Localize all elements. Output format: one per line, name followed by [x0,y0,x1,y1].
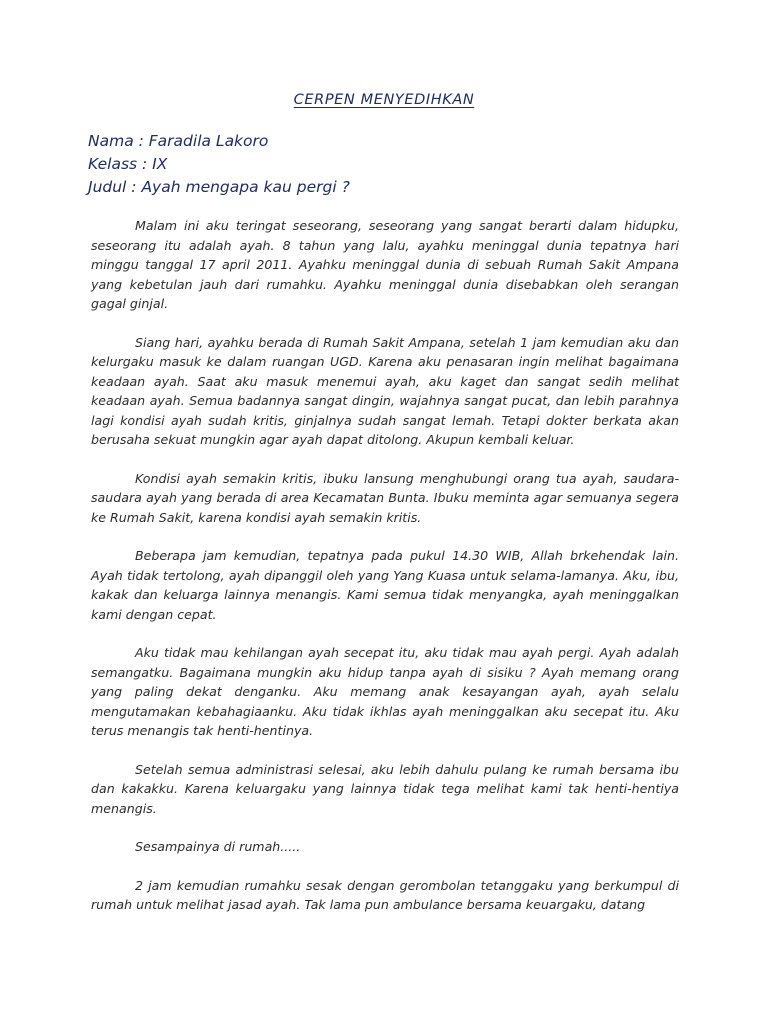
student-info [88,130,688,199]
story-paragraph: Siang hari, ayahku berada di Rumah Sakit Ampana, setelah 1 jam kemudian aku dan kelurgaku masuk ke dalam ruangan UGD. Karena aku penasaran ingin melihat bagaimana keadaan ayah. Saat aku masuk menemui ayah, aku kaget dan sangat sedih melihat keadaan ayah. Semua badannya sangat dingin, wajahnya sangat pucat, dan lebih parahnya lagi kondisi ayah sudah kritis, ginjalnya sudah sangat lemah. Tetapi dokter berkata akan berusaha sekuat mungkin agar ayah dapat ditolong. Akupun kembali keluar. [91,334,679,447]
story-paragraph: Aku tidak mau kehilangan ayah secepat itu, aku tidak mau ayah pergi. Ayah adalah semangatku. Bagaimana mungkin aku hidup tanpa ayah di sisiku ? Ayah memang orang yang paling dekat denganku. Aku memang anak kesayangan ayah, ayah selalu mengutamakan kebahagiaanku. Aku tidak ikhlas ayah meninggalkan aku secepat itu. Aku terus menangis tak henti-hentinya. [91,645,679,738]
student-class: Kelass : IX [88,155,168,173]
story-paragraph: Sesampainya di rumah..... [135,839,301,854]
story-title: Judul : Ayah mengapa kau pergi ? [88,178,350,196]
story-paragraph: Malam ini aku teringat seseorang, seseorang yang sangat berarti dalam hidupku, seseorang itu adalah ayah. 8 tahun yang lalu, ayahku meninggal dunia tepatnya hari minggu tanggal 17 april 2011. Ayahku meninggal dunia di sebuah Rumah Sakit Ampana yang kebetulan jauh dari rumahku. Ayahku meninggal dunia disebabkan oleh serangan gagal ginjal. [91,218,679,311]
student-name: Nama : Faradila Lakoro [88,132,269,150]
story-paragraph: 2 jam kemudian rumahku sesak dengan gerombolan tetanggaku yang berkumpul di rumah untuk melihat jasad ayah. Tak lama pun ambulance bersama keuargaku, datang [91,877,679,912]
document-title: CERPEN MENYEDIHKAN [293,92,475,108]
story-body [91,216,679,934]
story-paragraph: Setelah semua administrasi selesai, aku lebih dahulu pulang ke rumah bersama ibu dan kakakku. Karena keluargaku yang lainnya tidak tega melihat kami tak henti-hentiya menangis. [91,761,679,816]
story-paragraph: Beberapa jam kemudian, tepatnya pada pukul 14.30 WIB, Allah brkehendak lain. Ayah tidak tertolong, ayah dipanggil oleh yang Yang Kuasa untuk selama-lamanya. Aku, ibu, kakak dan keluarga lainnya menangis. Kami semua tidak menyangka, ayah meninggalkan kami dengan cepat. [91,548,679,622]
story-paragraph: Kondisi ayah semakin kritis, ibuku lansung menghubungi orang tua ayah, saudara-saudara ayah yang berada di area Kecamatan Bunta. Ibuku meminta agar semuanya segera ke Rumah Sakit, karena kondisi ayah semakin kritis. [91,470,679,525]
